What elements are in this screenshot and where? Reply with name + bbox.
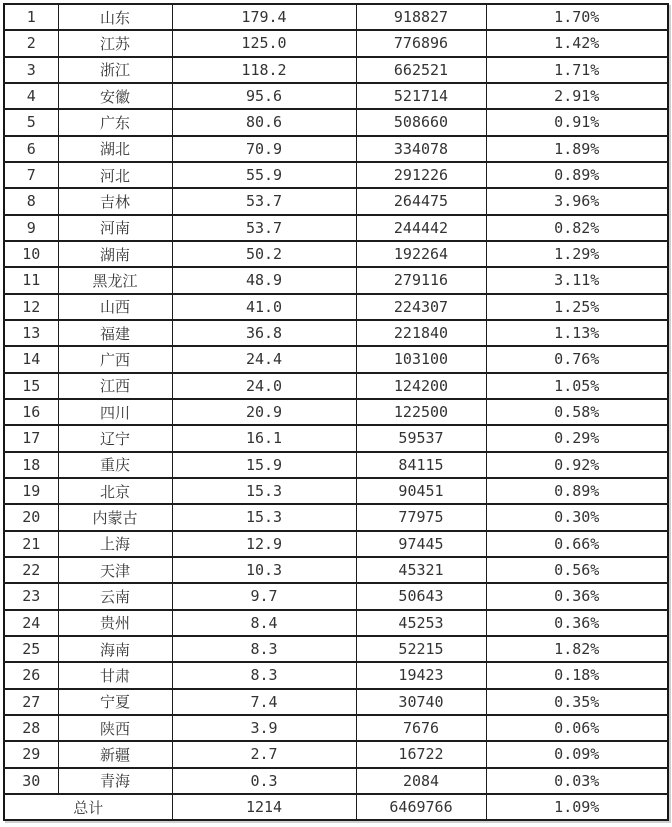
rank-cell: 13	[4, 320, 58, 346]
province-cell: 重庆	[58, 452, 172, 478]
count-cell: 264475	[356, 188, 486, 214]
percent-cell: 0.92%	[486, 452, 668, 478]
count-cell: 77975	[356, 504, 486, 530]
value-cell: 16.1	[172, 425, 356, 451]
percent-cell: 1.89%	[486, 136, 668, 162]
percent-cell: 1.05%	[486, 373, 668, 399]
rank-cell: 29	[4, 741, 58, 767]
table-row	[4, 399, 668, 425]
rank-cell: 5	[4, 109, 58, 135]
table-row	[4, 57, 668, 83]
table-row	[4, 294, 668, 320]
table-row	[4, 689, 668, 715]
table-row	[4, 215, 668, 241]
percent-cell: 0.36%	[486, 583, 668, 609]
percent-cell: 0.91%	[486, 109, 668, 135]
province-stats-table	[3, 3, 669, 821]
percent-cell: 1.71%	[486, 57, 668, 83]
province-cell: 福建	[58, 320, 172, 346]
value-cell: 8.3	[172, 636, 356, 662]
table-row	[4, 346, 668, 372]
percent-cell: 2.91%	[486, 83, 668, 109]
rank-cell: 25	[4, 636, 58, 662]
percent-cell: 0.56%	[486, 557, 668, 583]
rank-cell: 24	[4, 610, 58, 636]
table-row	[4, 557, 668, 583]
table-row	[4, 320, 668, 346]
value-cell: 179.4	[172, 4, 356, 30]
percent-cell: 0.66%	[486, 531, 668, 557]
province-cell: 四川	[58, 399, 172, 425]
value-cell: 53.7	[172, 215, 356, 241]
percent-cell: 0.35%	[486, 689, 668, 715]
table-row	[4, 768, 668, 794]
province-cell: 内蒙古	[58, 504, 172, 530]
value-cell: 125.0	[172, 30, 356, 56]
count-cell: 103100	[356, 346, 486, 372]
value-cell: 70.9	[172, 136, 356, 162]
count-cell: 122500	[356, 399, 486, 425]
percent-cell: 0.06%	[486, 715, 668, 741]
total-value-cell: 1214	[172, 794, 356, 820]
province-cell: 黑龙江	[58, 267, 172, 293]
table-container	[3, 3, 669, 821]
count-cell: 50643	[356, 583, 486, 609]
count-cell: 7676	[356, 715, 486, 741]
rank-cell: 26	[4, 662, 58, 688]
value-cell: 12.9	[172, 531, 356, 557]
table-row	[4, 452, 668, 478]
province-cell: 河南	[58, 215, 172, 241]
rank-cell: 16	[4, 399, 58, 425]
value-cell: 50.2	[172, 241, 356, 267]
count-cell: 224307	[356, 294, 486, 320]
count-cell: 124200	[356, 373, 486, 399]
table-row	[4, 662, 668, 688]
table-row	[4, 30, 668, 56]
table-row	[4, 478, 668, 504]
percent-cell: 0.89%	[486, 162, 668, 188]
value-cell: 15.9	[172, 452, 356, 478]
count-cell: 84115	[356, 452, 486, 478]
rank-cell: 21	[4, 531, 58, 557]
value-cell: 9.7	[172, 583, 356, 609]
province-cell: 山东	[58, 4, 172, 30]
total-count-cell: 6469766	[356, 794, 486, 820]
percent-cell: 0.29%	[486, 425, 668, 451]
province-cell: 江西	[58, 373, 172, 399]
count-cell: 221840	[356, 320, 486, 346]
rank-cell: 19	[4, 478, 58, 504]
count-cell: 59537	[356, 425, 486, 451]
province-cell: 山西	[58, 294, 172, 320]
count-cell: 45321	[356, 557, 486, 583]
rank-cell: 27	[4, 689, 58, 715]
percent-cell: 0.76%	[486, 346, 668, 372]
table-row	[4, 583, 668, 609]
value-cell: 3.9	[172, 715, 356, 741]
percent-cell: 1.13%	[486, 320, 668, 346]
count-cell: 90451	[356, 478, 486, 504]
rank-cell: 20	[4, 504, 58, 530]
table-row	[4, 636, 668, 662]
percent-cell: 0.30%	[486, 504, 668, 530]
rank-cell: 12	[4, 294, 58, 320]
percent-cell: 1.70%	[486, 4, 668, 30]
count-cell: 291226	[356, 162, 486, 188]
rank-cell: 22	[4, 557, 58, 583]
rank-cell: 28	[4, 715, 58, 741]
rank-cell: 2	[4, 30, 58, 56]
count-cell: 334078	[356, 136, 486, 162]
percent-cell: 0.09%	[486, 741, 668, 767]
table-row	[4, 162, 668, 188]
count-cell: 52215	[356, 636, 486, 662]
province-cell: 天津	[58, 557, 172, 583]
count-cell: 776896	[356, 30, 486, 56]
rank-cell: 6	[4, 136, 58, 162]
value-cell: 15.3	[172, 504, 356, 530]
count-cell: 2084	[356, 768, 486, 794]
province-cell: 贵州	[58, 610, 172, 636]
table-body	[4, 4, 668, 794]
province-cell: 河北	[58, 162, 172, 188]
percent-cell: 3.96%	[486, 188, 668, 214]
province-cell: 广东	[58, 109, 172, 135]
percent-cell: 0.58%	[486, 399, 668, 425]
rank-cell: 3	[4, 57, 58, 83]
value-cell: 95.6	[172, 83, 356, 109]
province-cell: 北京	[58, 478, 172, 504]
rank-cell: 9	[4, 215, 58, 241]
province-cell: 陕西	[58, 715, 172, 741]
count-cell: 30740	[356, 689, 486, 715]
value-cell: 15.3	[172, 478, 356, 504]
count-cell: 521714	[356, 83, 486, 109]
percent-cell: 1.25%	[486, 294, 668, 320]
province-cell: 广西	[58, 346, 172, 372]
province-cell: 海南	[58, 636, 172, 662]
table-row	[4, 504, 668, 530]
value-cell: 8.4	[172, 610, 356, 636]
table-row	[4, 136, 668, 162]
count-cell: 192264	[356, 241, 486, 267]
rank-cell: 23	[4, 583, 58, 609]
value-cell: 118.2	[172, 57, 356, 83]
count-cell: 97445	[356, 531, 486, 557]
table-row	[4, 425, 668, 451]
count-cell: 16722	[356, 741, 486, 767]
province-cell: 吉林	[58, 188, 172, 214]
value-cell: 8.3	[172, 662, 356, 688]
value-cell: 55.9	[172, 162, 356, 188]
rank-cell: 18	[4, 452, 58, 478]
percent-cell: 0.89%	[486, 478, 668, 504]
count-cell: 662521	[356, 57, 486, 83]
percent-cell: 0.82%	[486, 215, 668, 241]
value-cell: 7.4	[172, 689, 356, 715]
value-cell: 80.6	[172, 109, 356, 135]
count-cell: 279116	[356, 267, 486, 293]
rank-cell: 17	[4, 425, 58, 451]
province-cell: 云南	[58, 583, 172, 609]
percent-cell: 0.18%	[486, 662, 668, 688]
value-cell: 20.9	[172, 399, 356, 425]
value-cell: 2.7	[172, 741, 356, 767]
value-cell: 24.0	[172, 373, 356, 399]
table-row	[4, 241, 668, 267]
value-cell: 24.4	[172, 346, 356, 372]
rank-cell: 4	[4, 83, 58, 109]
rank-cell: 10	[4, 241, 58, 267]
table-row	[4, 715, 668, 741]
percent-cell: 0.36%	[486, 610, 668, 636]
total-row	[4, 794, 668, 820]
table-row	[4, 267, 668, 293]
table-row	[4, 109, 668, 135]
percent-cell: 0.03%	[486, 768, 668, 794]
value-cell: 41.0	[172, 294, 356, 320]
rank-cell: 11	[4, 267, 58, 293]
total-percent-cell: 1.09%	[486, 794, 668, 820]
province-cell: 江苏	[58, 30, 172, 56]
count-cell: 45253	[356, 610, 486, 636]
table-row	[4, 4, 668, 30]
province-cell: 湖北	[58, 136, 172, 162]
count-cell: 508660	[356, 109, 486, 135]
province-cell: 湖南	[58, 241, 172, 267]
percent-cell: 1.42%	[486, 30, 668, 56]
table-row	[4, 83, 668, 109]
total-label-cell: 总计	[4, 794, 172, 820]
table-row	[4, 188, 668, 214]
percent-cell: 3.11%	[486, 267, 668, 293]
table-row	[4, 610, 668, 636]
rank-cell: 15	[4, 373, 58, 399]
rank-cell: 14	[4, 346, 58, 372]
province-cell: 安徽	[58, 83, 172, 109]
province-cell: 青海	[58, 768, 172, 794]
province-cell: 甘肃	[58, 662, 172, 688]
province-cell: 上海	[58, 531, 172, 557]
province-cell: 宁夏	[58, 689, 172, 715]
rank-cell: 8	[4, 188, 58, 214]
count-cell: 244442	[356, 215, 486, 241]
province-cell: 浙江	[58, 57, 172, 83]
percent-cell: 1.29%	[486, 241, 668, 267]
table-row	[4, 741, 668, 767]
table-row	[4, 373, 668, 399]
count-cell: 918827	[356, 4, 486, 30]
value-cell: 36.8	[172, 320, 356, 346]
rank-cell: 1	[4, 4, 58, 30]
count-cell: 19423	[356, 662, 486, 688]
province-cell: 辽宁	[58, 425, 172, 451]
value-cell: 0.3	[172, 768, 356, 794]
rank-cell: 30	[4, 768, 58, 794]
table-row	[4, 531, 668, 557]
percent-cell: 1.82%	[486, 636, 668, 662]
value-cell: 53.7	[172, 188, 356, 214]
rank-cell: 7	[4, 162, 58, 188]
province-cell: 新疆	[58, 741, 172, 767]
value-cell: 10.3	[172, 557, 356, 583]
value-cell: 48.9	[172, 267, 356, 293]
